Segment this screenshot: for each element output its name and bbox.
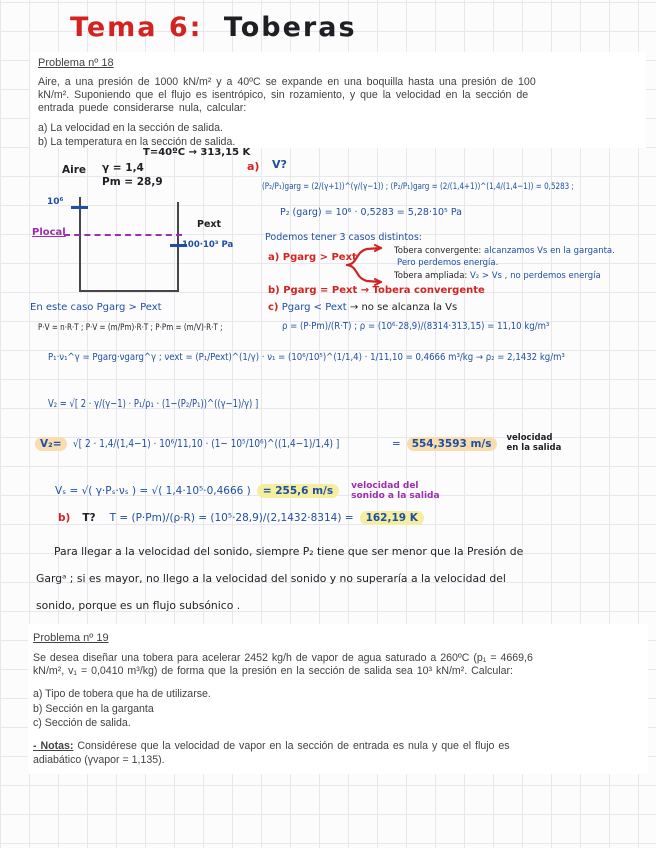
case-a-brace-arrows bbox=[343, 242, 393, 288]
title-red: Tema 6: bbox=[70, 12, 203, 43]
notas-line1: Considérese que la velocidad de vapor en la sección de entrada es nula y que el flujo es bbox=[77, 740, 510, 752]
casos-intro: Podemos tener 3 casos distintos: bbox=[265, 232, 423, 243]
v2-equals: = bbox=[391, 437, 401, 450]
gamma-value: γ = 1,4 bbox=[102, 162, 144, 174]
v2-note-line1: velocidad bbox=[506, 433, 553, 443]
page-title bbox=[70, 12, 357, 43]
problem18-item-a: a) La velocidad en la sección de salida. bbox=[38, 122, 223, 134]
v2-symbolic-formula: V₂ = √[ 2 · γ/(γ−1) · P₁/ρ₁ · (1−(P₂/P₁))^((γ−1)/γ) ] bbox=[48, 398, 259, 410]
temp-conversion: T=40ºC → 313,15 K bbox=[143, 147, 251, 158]
case-a-option1-type: Tobera convergente: bbox=[394, 246, 482, 256]
v2-note-line2: en la salida bbox=[506, 442, 562, 453]
case-a-option1-note2: Pero perdemos energía. bbox=[397, 258, 499, 268]
temperature-question: T? bbox=[82, 512, 96, 524]
problem19-line1: Se desea diseñar una tobera para acelerar 2452 kg/h de vapor de agua saturado a 260ºC (p₁ = 4669,6 bbox=[33, 652, 533, 664]
tank-left-wall bbox=[79, 197, 81, 292]
problem19-line2: kN/m², v₁ = 0,0410 m³/kg) de forma que la presión en la sección de salida sea 10³ kN/m². Calcular: bbox=[33, 665, 513, 677]
pext-label: Pext bbox=[197, 219, 222, 230]
problem18-line2: kN/m². Suponiendo que el flujo es isentrópico, sin rozamiento, y que la velocidad en la sección de bbox=[38, 89, 529, 101]
problem19-heading: Problema nº 19 bbox=[33, 632, 109, 644]
density-calc: ρ = (P·Pm)/(R·T) ; ρ = (10⁶·28,9)/(8314·313,15) = 11,10 kg/m³ bbox=[282, 321, 550, 332]
plocal-dashed-line bbox=[64, 234, 182, 236]
v2-numeric-formula: √[ 2 · 1,4/(1,4−1) · 10⁶/11,10 · (1− 10⁵/10⁶)^((1,4−1)/1,4) ] bbox=[72, 437, 339, 450]
aire-label: Aire bbox=[62, 164, 87, 176]
pext-value: 100·10³ Pa bbox=[182, 240, 234, 250]
part-b-label: b) bbox=[58, 512, 71, 524]
case-c-condition: Pgarg < Pext bbox=[281, 302, 347, 313]
sound-speed-result-highlight: = 255,6 m/s bbox=[257, 484, 339, 498]
case-a-option2-note: V₂ > Vs , no perdemos energía bbox=[469, 271, 601, 281]
problem19-item-b: b) Sección en la garganta bbox=[33, 703, 154, 715]
molar-mass: Pm = 28,9 bbox=[102, 176, 163, 188]
pressure-tick-left bbox=[71, 206, 88, 209]
conclusion-line3: sonido, porque es un flujo subsónico . bbox=[36, 599, 241, 612]
case-c-result: → no se alcanza la Vs bbox=[349, 302, 458, 313]
temperature-result-highlight: 162,19 K bbox=[360, 511, 424, 525]
title-black: Toberas bbox=[223, 12, 357, 43]
plocal-label: Plocal bbox=[32, 227, 66, 238]
case-b: b) Pgarg = Pext → Tobera convergente bbox=[268, 285, 485, 296]
problem18-item-b: b) La temperatura en la sección de salida. bbox=[38, 136, 236, 148]
v2-result-highlight: 554,3593 m/s bbox=[407, 437, 497, 451]
temperature-formula: T = (P·Pm)/(ρ·R) = (10⁵·28,9)/(2,1432·8314) = bbox=[109, 512, 354, 524]
sound-speed-formula: Vₛ = √( γ·Pₛ·νₛ ) = √( 1,4·10⁵·0,4666 ) bbox=[55, 485, 251, 498]
en-este-caso: En este caso Pgarg > Pext bbox=[30, 302, 162, 313]
vs-note-line1: velocidad del bbox=[351, 481, 419, 491]
problem18-line1: Aire, a una presión de 1000 kN/m² y a 40ºC se expande en una boquilla hasta una presión de 100 bbox=[38, 76, 536, 88]
tank-right-wall bbox=[177, 202, 179, 292]
problem18-heading: Problema nº 18 bbox=[38, 57, 114, 69]
critical-pressure-formula: (P₂/P₁)garg = (2/(γ+1))^(γ/(γ−1)) ; (P₂/P₁)garg = (2/(1,4+1))^(1,4/(1,4−1)) = 0,5283 ; bbox=[262, 182, 574, 192]
part-a-label: a) bbox=[247, 160, 260, 173]
gas-law-line: P·V = n·R·T ; P·V = (m/Pm)·R·T ; P·Pm = (m/V)·R·T ; bbox=[38, 323, 223, 333]
case-a-option1-note: alcanzamos Vs en la garganta. bbox=[484, 246, 615, 256]
notas-label: - Notas: bbox=[33, 740, 74, 752]
velocity-question: V? bbox=[272, 158, 287, 171]
case-c-label: c) bbox=[268, 302, 279, 313]
conclusion-line1: Para llegar a la velocidad del sonido, siempre P₂ tiene que ser menor que la Presión de bbox=[54, 545, 524, 558]
notas-line2: adiabático (γvapor = 1,135). bbox=[33, 754, 165, 766]
conclusion-line2: Gargᵃ ; si es mayor, no llego a la velocidad del sonido y no superaría a la velocidad del bbox=[36, 572, 506, 585]
isentropic-line: P₁·ν₁^γ = Pgarg·νgarg^γ ; νext = (P₁/Pext)^(1/γ) · ν₁ = (10⁶/10⁵)^(1/1,4) · 1/11,10 = 0,4666 m³/kg → ρ₂ = 2,1432 kg/m³ bbox=[48, 352, 565, 363]
problem19-item-c: c) Sección de salida. bbox=[33, 717, 131, 729]
problem19-item-a: a) Tipo de tobera que ha de utilizarse. bbox=[33, 688, 211, 700]
v2-prefix-highlight: V₂= bbox=[35, 437, 67, 451]
tank-bottom bbox=[79, 290, 179, 292]
p2-garganta: P₂ (garg) = 10⁶ · 0,5283 = 5,28·10⁵ Pa bbox=[280, 207, 462, 218]
problem18-line3: entrada puede considerarse nula, calcular: bbox=[38, 102, 247, 114]
case-a: a) Pgarg > Pext bbox=[268, 252, 357, 263]
case-a-option2-type: Tobera ampliada: bbox=[394, 271, 468, 281]
vs-note-line2: sonido a la salida bbox=[351, 491, 440, 502]
pressure-left-value: 10⁶ bbox=[47, 197, 64, 207]
